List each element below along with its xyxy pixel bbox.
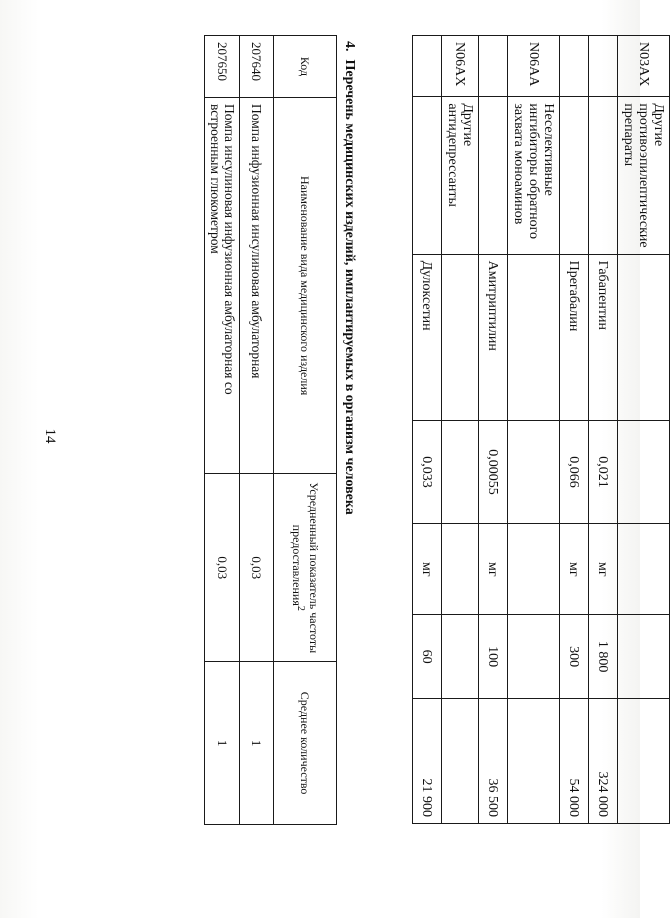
table-row — [205, 36, 240, 825]
rotated-page-content — [208, 35, 670, 885]
page-number: 14 — [42, 428, 58, 444]
frequency-cell: 300 — [560, 615, 589, 698]
quantity-cell: 324 000 — [589, 698, 618, 823]
section-heading — [341, 41, 358, 831]
drug-group-cell — [413, 97, 442, 254]
header-device-name: Наименование вида медицинского изделия — [274, 97, 337, 473]
header-quantity: Среднее количество — [274, 662, 337, 825]
frequency-cell: 60 — [413, 615, 442, 698]
unit-cell: мг — [479, 524, 508, 615]
drug-name-cell — [442, 254, 479, 420]
atc-code-cell: N06AX — [442, 36, 479, 97]
table-row — [442, 36, 479, 824]
footnote-marker: 2 — [295, 605, 306, 611]
table-row — [413, 36, 442, 824]
atc-code-cell — [413, 36, 442, 97]
header-frequency — [274, 474, 337, 662]
table-row — [560, 36, 589, 824]
frequency-cell: 1 800 — [589, 615, 618, 698]
header-frequency-text: Усредненный показатель частоты предоставления — [290, 482, 321, 654]
unit-cell — [618, 524, 670, 615]
unit-cell: мг — [413, 524, 442, 615]
unit-cell — [508, 524, 560, 615]
frequency-cell — [508, 615, 560, 698]
frequency-cell — [618, 615, 670, 698]
drug-name-cell: Амитриптилин — [479, 254, 508, 420]
atc-code-cell: N03AX — [618, 36, 670, 97]
drug-group-cell — [589, 97, 618, 254]
quantity-cell: 21 900 — [413, 698, 442, 823]
drug-group-cell: Другие противоэпилептические препараты — [618, 97, 670, 254]
unit-cell: мг — [589, 524, 618, 615]
device-name-cell: Помпа инфузионная инсулиновая амбулаторная — [240, 97, 274, 473]
drug-group-cell — [479, 97, 508, 254]
drug-name-cell — [508, 254, 560, 420]
header-code: Код — [274, 36, 337, 98]
unit-cell: мг — [560, 524, 589, 615]
dose-cell: 0,066 — [560, 420, 589, 523]
frequency-cell — [442, 615, 479, 698]
dose-cell — [508, 420, 560, 523]
drug-group-cell: Другие антидепрессанты — [442, 97, 479, 254]
quantity-cell — [508, 698, 560, 823]
drug-table — [412, 35, 670, 824]
dose-cell: 0,00055 — [479, 420, 508, 523]
quantity-cell — [442, 698, 479, 823]
section-title-text: Перечень медицинских изделий, имплантируемых в организм человека — [342, 59, 357, 515]
atc-code-cell: N06AA — [508, 36, 560, 97]
frequency-cell: 100 — [479, 615, 508, 698]
table-row — [589, 36, 618, 824]
table-row — [508, 36, 560, 824]
table-row — [479, 36, 508, 824]
quantity-cell: 1 — [205, 662, 240, 825]
atc-code-cell — [479, 36, 508, 97]
atc-code-cell — [560, 36, 589, 97]
quantity-cell: 36 500 — [479, 698, 508, 823]
dose-cell — [442, 420, 479, 523]
table-header-row — [274, 36, 337, 825]
device-code-cell: 207640 — [240, 36, 274, 98]
drug-name-cell: Габапентин — [589, 254, 618, 420]
atc-code-cell — [589, 36, 618, 97]
quantity-cell: 1 — [240, 662, 274, 825]
device-name-cell: Помпа инсулиновая инфузионная амбулаторная со встроенным глюкометром — [205, 97, 240, 473]
section-number: 4. — [342, 41, 357, 52]
drug-group-cell: Неселективные ингибиторы обратного захвата моноаминов — [508, 97, 560, 254]
frequency-cell: 0,03 — [240, 474, 274, 662]
quantity-cell — [618, 698, 670, 823]
table-row — [240, 36, 274, 825]
dose-cell — [618, 420, 670, 523]
drug-name-cell: Прегабалин — [560, 254, 589, 420]
drug-name-cell — [618, 254, 670, 420]
quantity-cell: 54 000 — [560, 698, 589, 823]
drug-group-cell — [560, 97, 589, 254]
frequency-cell: 0,03 — [205, 474, 240, 662]
dose-cell: 0,033 — [413, 420, 442, 523]
unit-cell — [442, 524, 479, 615]
implant-devices-table — [204, 35, 337, 825]
table-row — [618, 36, 670, 824]
drug-name-cell: Дулоксетин — [413, 254, 442, 420]
device-code-cell: 207650 — [205, 36, 240, 98]
dose-cell: 0,021 — [589, 420, 618, 523]
